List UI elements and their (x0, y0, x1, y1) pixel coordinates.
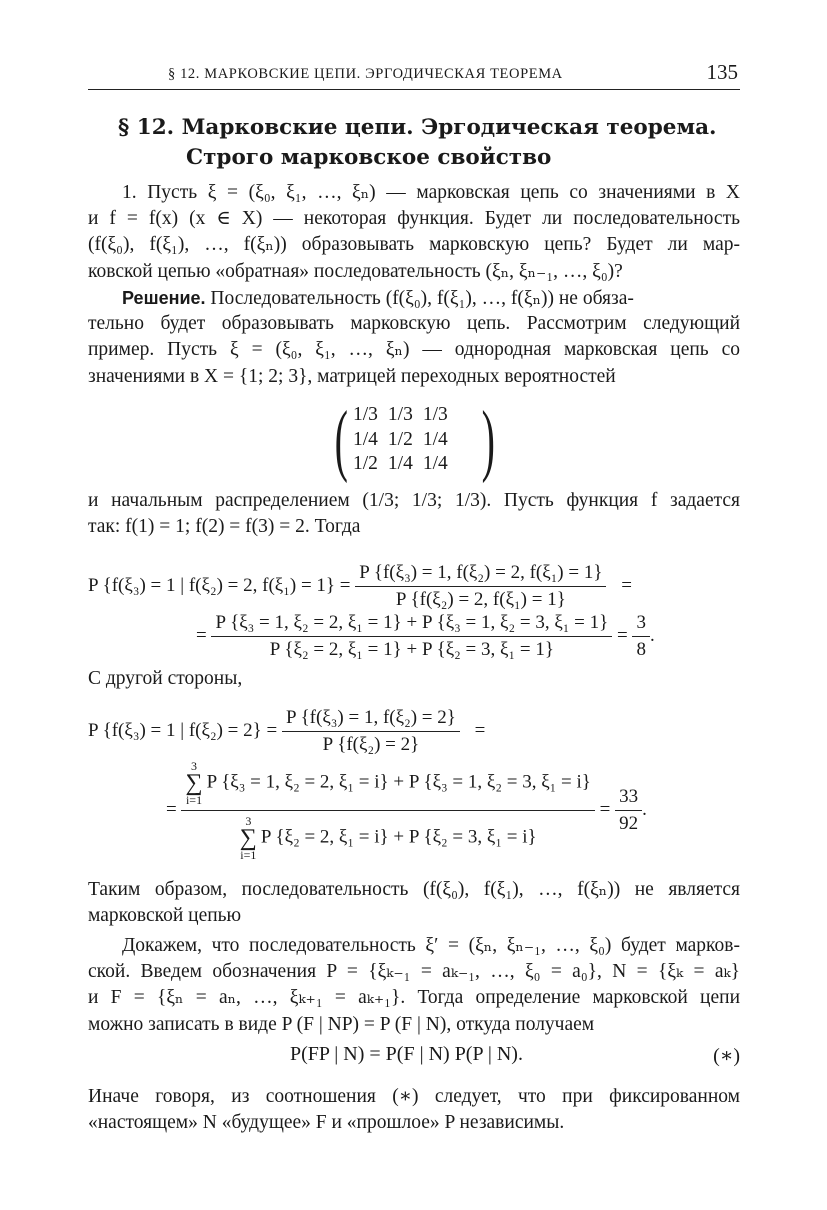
matrix-row (348, 452, 453, 477)
solution-line (88, 285, 740, 311)
eq2-numerator: P {f(ξ₃) = 1, f(ξ₂) = 2} (282, 707, 460, 732)
eq2-denominator-2 (181, 811, 594, 861)
page-number: 135 (706, 60, 738, 84)
initial-distribution-paragraph (88, 488, 740, 540)
eq1-fraction (355, 562, 606, 611)
text-line: «настоящем» N «будущее» F и «прошлое» P независимы. (88, 1112, 565, 1134)
section-title-line-2: Строго марковское свойство (186, 145, 552, 170)
matrix-right-paren: ) (482, 396, 496, 484)
equation-1-line-1 (88, 562, 632, 611)
text-line: можно записать в виде P (F | NP) = P (F | N), откуда получаем (88, 1013, 595, 1035)
eq2-numerator-terms: P {ξ₃ = 1, ξ₂ = 2, ξ₁ = i} + P {ξ₃ = 1, ξ₂ = 3, ξ₁ = i} (206, 771, 591, 793)
solution-paragraph (88, 285, 740, 390)
eq1-lhs: P {f(ξ₃) = 1 | f(ξ₂) = 2, f(ξ₁) = 1} = (88, 574, 351, 596)
matrix-cell: 1/2 (387, 428, 413, 450)
equation-2-line-2: = 3 ∑ i=1P {ξ₃ = 1, ξ₂ = 2, ξ₁ = i} + P {ξ₃ = 1, ξ₂ = 3, ξ₁ = i} 3 ∑ i=1P {ξ₂ = 2, ξ₁ = i} + P {ξ₂ = 3, ξ₁ = i} = $\frac{33}{92}$ . (166, 759, 647, 862)
eq2-denominator: P {f(ξ₂) = 2} (322, 734, 420, 755)
matrix-cell: 1/3 (353, 404, 378, 425)
equation-2-line-1 (88, 707, 485, 756)
conclusion-paragraph (88, 877, 740, 929)
matrix-row (348, 428, 453, 453)
text-line: и начальным распределением (1/3; 1/3; 1/3). Пусть функция f задается (88, 490, 740, 511)
text-line: Докажем, что последовательность ξ′ = (ξₙ, ξₙ₋₁, …, ξ₀) будет марков- (122, 935, 740, 956)
sum-upper-limit: 3 (245, 814, 252, 828)
solution-label: Решение. (122, 288, 206, 308)
final-paragraph (88, 1084, 740, 1136)
matrix-cell: 1/3 (387, 404, 413, 425)
eq2-fraction (282, 707, 460, 756)
solution-line: значениями в X = {1; 2; 3}, матрицей переходных вероятностей (88, 365, 616, 387)
eq1-result-denominator: 8 (636, 639, 646, 660)
eq1-denominator: P {f(ξ₂) = 2, f(ξ₁) = 1} (395, 589, 566, 610)
eq1-equals-lead: = (196, 624, 207, 646)
matrix-cell: 1/2 (353, 453, 378, 474)
text-line: марковской цепью (88, 905, 242, 927)
solution-line: тельно будет образовывать марковскую цепь. Рассмотрим следующий (88, 313, 740, 335)
eq1-denominator-2: P {ξ₂ = 2, ξ₁ = 1} + P {ξ₂ = 3, ξ₁ = 1} (269, 639, 554, 660)
text-line: Иначе говоря, из соотношения (∗) следует, что при фиксированном (88, 1086, 740, 1107)
sum-icon (240, 815, 257, 861)
text-line: ской. Введем обозначения P = {ξₖ₋₁ = aₖ₋₁, …, ξ₀ = a₀}, N = {ξₖ = aₖ} (88, 961, 740, 983)
matrix-row (348, 403, 453, 428)
equation-3 (290, 1043, 523, 1066)
eq1-equals: = (621, 574, 632, 596)
eq2-equals: = (474, 719, 486, 741)
eq2-equals-lead: = (166, 798, 177, 820)
equation-3-tag (713, 1043, 740, 1068)
section-title-line-1: § 12. Марковские цепи. Эргодическая теорема. (118, 115, 717, 140)
eq2-equals-2: = (599, 798, 611, 820)
matrix-cell: 1/4 (387, 453, 413, 474)
eq2-numerator-2 (181, 760, 594, 811)
eq2-result-numerator: 33 (615, 786, 642, 811)
header-rule (88, 89, 740, 90)
eq1-equals-2: = (617, 624, 628, 646)
sigma-glyph: ∑ (185, 770, 203, 796)
text-line: С другой стороны, (88, 668, 243, 689)
text-line: и F = {ξₙ = aₙ, …, ξₖ₊₁ = aₖ₊₁}. Тогда определение марковской цепи (88, 987, 740, 1009)
sum-lower-limit: i=1 (185, 793, 203, 807)
matrix-cell: 1/3 (422, 404, 448, 425)
eq2-result (615, 786, 642, 835)
running-title: § 12. МАРКОВСКИЕ ЦЕПИ. ЭРГОДИЧЕСКАЯ ТЕОРЕМА (168, 66, 563, 82)
eq2-denominator-terms: P {ξ₂ = 2, ξ₁ = i} + P {ξ₂ = 3, ξ₁ = i} (260, 826, 537, 848)
problem-line: и f = f(x) (x ∈ X) — некоторая функция. Будет ли последовательность (88, 208, 740, 230)
book-page (88, 0, 740, 1210)
matrix-cell: 1/4 (422, 453, 448, 474)
transition-matrix (334, 396, 496, 484)
eq2-fraction-2 (181, 760, 594, 861)
eq3-formula: P(FP | N) = P(F | N) P(P | N). (290, 1043, 523, 1065)
solution-line: пример. Пусть ξ = (ξ₀, ξ₁, …, ξₙ) — однородная марковская цепь со (88, 339, 740, 361)
eq1-numerator: P {f(ξ₃) = 1, f(ξ₂) = 2, f(ξ₁) = 1} (355, 562, 606, 587)
page-header (88, 60, 740, 90)
solution-line-text: Последовательность (f(ξ₀), f(ξ₁), …, f(ξₙ)) не обяза- (205, 288, 634, 309)
sum-lower-limit: i=1 (240, 848, 257, 862)
matrix-left-paren: ( (334, 396, 348, 484)
eq1-numerator-2: P {ξ₃ = 1, ξ₂ = 2, ξ₁ = 1} + P {ξ₃ = 1, ξ₂ = 3, ξ₁ = 1} (211, 612, 612, 637)
sigma-glyph: ∑ (239, 825, 257, 851)
eq2-lhs: P {f(ξ₃) = 1 | f(ξ₂) = 2} = (88, 719, 278, 741)
eq2-result-denominator: 92 (619, 813, 639, 834)
sum-icon (185, 760, 202, 806)
problem-line: ковской цепью «обратная» последовательность (ξₙ, ξₙ₋₁, …, ξ₀)? (88, 260, 623, 282)
sum-upper-limit: 3 (191, 759, 198, 773)
eq1-result-numerator: 3 (632, 612, 650, 637)
matrix-table (348, 403, 453, 477)
section-title (88, 113, 740, 173)
problem-line: 1. Пусть ξ = (ξ₀, ξ₁, …, ξₙ) — марковская цепь со значениями в X (122, 182, 740, 203)
text-line: Таким образом, последовательность (f(ξ₀), f(ξ₁), …, f(ξₙ)) не является (88, 879, 740, 900)
other-side-line (88, 666, 740, 692)
equation-1-line-2: = $\frac{\text{P \{ξ₃ = 1, ξ₂ = 2, ξ₁ = 1\} + P \{ξ₃ = 1, ξ₂ = 3, ξ₁ = 1\}}}{\text{P \{ξ₂ = 2, ξ₁ = 1\} + P \{ξ₂ = 3, ξ₁ = 1\}}}$ = $\frac{3}{8}$ . (196, 612, 655, 660)
eq1-result (632, 612, 650, 661)
proof-paragraph (88, 933, 740, 1038)
problem-statement (88, 180, 740, 285)
matrix-cell: 1/4 (422, 428, 448, 450)
eq3-tag: (∗) (713, 1045, 740, 1067)
text-line: так: f(1) = 1; f(2) = f(3) = 2. Тогда (88, 516, 361, 538)
problem-line: (f(ξ₀), f(ξ₁), …, f(ξₙ)) образовывать марковскую цепь? Будет ли мар- (88, 234, 740, 256)
eq1-fraction-2 (211, 612, 612, 661)
matrix-cell: 1/4 (353, 428, 378, 450)
